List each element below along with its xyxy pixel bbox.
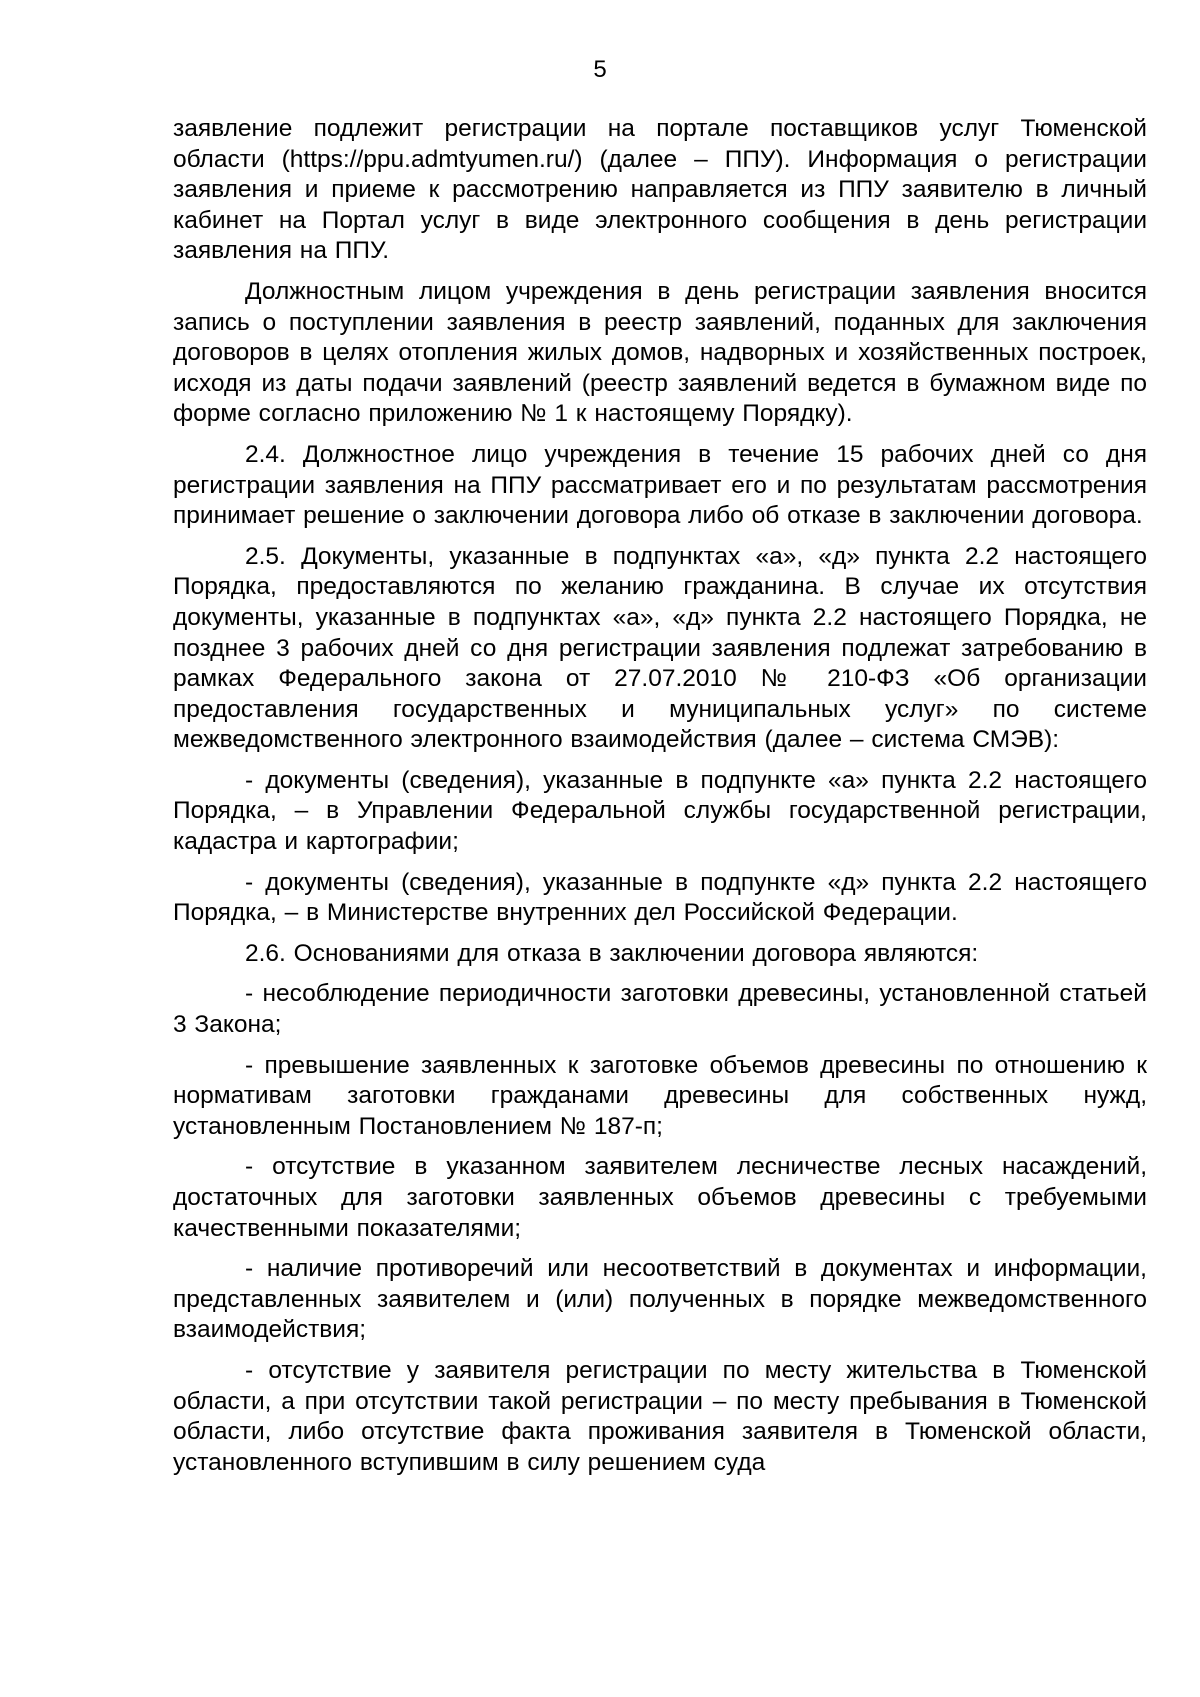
list-item-rosreestr: - документы (сведения), указанные в подпункте «а» пункта 2.2 настоящего Порядка, – в Управлении Федеральной службы государственной регистрации, кадастра и картографии; xyxy=(173,766,1147,856)
list-item-contradictions: - наличие противоречий или несоответствий в документах и информации, представленных заявителем и (или) полученных в порядке межведомственного взаимодействия; xyxy=(173,1255,1147,1344)
list-item-mvd: - документы (сведения), указанные в подпункте «д» пункта 2.2 настоящего Порядка, – в Министерстве внутренних дел Российской Федерации. xyxy=(173,868,1147,927)
paragraph-2-4: 2.4. Должностное лицо учреждения в течение 15 рабочих дней со дня регистрации заявления на ППУ рассматривает его и по результатам рассмотрения принимает решение о заключении договора либо об отказе в заключении договора. xyxy=(173,440,1147,530)
paragraph-registry-entry: Должностным лицом учреждения в день регистрации заявления вносится запись о поступлении заявления в реестр заявлений, поданных для заключения договоров в целях отопления жилых домов, надворных и хозяйственных построек, исходя из даты подачи заявлений (реестр заявлений ведется в бумажном виде по форме согласно приложению № 1 к настоящему Порядку). xyxy=(173,277,1147,428)
list-item-volume-excess: - превышение заявленных к заготовке объемов древесины по отношению к нормативам заготовки гражданами древесины для собственных нужд, установленным Постановлением № 187-п; xyxy=(173,1051,1147,1140)
list-item-no-registration: - отсутствие у заявителя регистрации по месту жительства в Тюменской области, а при отсутствии такой регистрации – по месту пребывания в Тюменской области, либо отсутствие факта проживания заявителя в Тюменской области, установленного вступившим в силу решением суда xyxy=(173,1356,1147,1476)
list-item-periodicity: - несоблюдение периодичности заготовки древесины, установленной статьей 3 Закона; xyxy=(173,980,1147,1039)
paragraph-2-6: 2.6. Основаниями для отказа в заключении договора являются: xyxy=(245,939,979,967)
paragraph-registration-portal: заявление подлежит регистрации на портале поставщиков услуг Тюменской области (https://ppu.admtyumen.ru/) (далее – ППУ). Информация о регистрации заявления и приеме к рассмотрению направляется из ППУ заявителю в личный кабинет на Портал услуг в виде электронного сообщения в день регистрации заявления на ППУ. xyxy=(173,115,1147,265)
paragraph-2-5: 2.5. Документы, указанные в подпунктах «а», «д» пункта 2.2 настоящего Порядка, предоставляются по желанию гражданина. В случае их отсутствия документы, указанные в подпунктах «а», «д» пункта 2.2 настоящего Порядка, не позднее 3 рабочих дней со дня регистрации заявления подлежат затребованию в рамках Федерального закона от 27.07.2010 № 210-ФЗ «Об организации предоставления государственных и муниципальных услуг» по системе межведомственного электронного взаимодействия (далее – система СМЭВ): xyxy=(173,542,1147,754)
list-item-no-plantings: - отсутствие в указанном заявителем лесничестве лесных насаждений, достаточных для заготовки заявленных объемов древесины с требуемыми качественными показателями; xyxy=(173,1153,1147,1242)
page-number: 5 xyxy=(593,56,607,83)
document-body xyxy=(173,114,1147,1488)
